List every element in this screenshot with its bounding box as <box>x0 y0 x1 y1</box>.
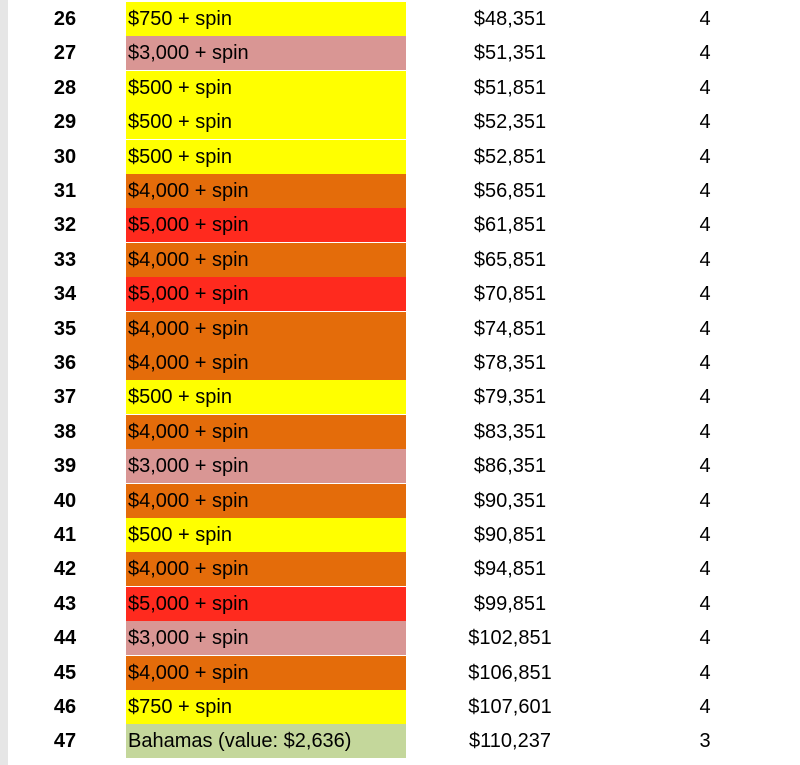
running-total-cell[interactable]: $52,851 <box>473 145 547 168</box>
count-cell[interactable]: 4 <box>699 489 711 512</box>
running-total-cell[interactable]: $61,851 <box>473 214 547 237</box>
row-number[interactable]: 46 <box>53 696 77 718</box>
prize-cell[interactable]: $4,000 + spin <box>126 312 406 346</box>
running-total-cell[interactable]: $107,601 <box>468 696 552 718</box>
table-row <box>0 2 800 36</box>
running-total-cell[interactable]: $94,851 <box>473 558 547 581</box>
prize-cell[interactable]: $500 + spin <box>126 380 406 414</box>
count-cell[interactable]: 4 <box>699 352 711 374</box>
running-total-cell[interactable]: $51,351 <box>473 42 547 65</box>
prize-cell[interactable]: $500 + spin <box>126 105 406 139</box>
count-cell[interactable]: 4 <box>699 558 711 581</box>
count-cell[interactable]: 4 <box>699 111 711 134</box>
prize-cell[interactable]: $4,000 + spin <box>126 552 406 586</box>
prize-cell[interactable]: $3,000 + spin <box>126 621 406 655</box>
running-total-cell[interactable]: $51,851 <box>473 76 547 99</box>
prize-cell[interactable]: $5,000 + spin <box>126 587 406 621</box>
row-number[interactable]: 30 <box>53 145 77 168</box>
running-total-cell[interactable]: $90,851 <box>473 524 547 546</box>
running-total-cell[interactable]: $78,351 <box>473 352 547 374</box>
running-total-cell[interactable]: $90,351 <box>473 489 547 512</box>
table-row <box>0 724 800 758</box>
table-row <box>0 346 800 380</box>
row-number[interactable]: 36 <box>53 352 77 374</box>
count-cell[interactable]: 4 <box>699 592 711 615</box>
table-row <box>0 105 800 139</box>
count-cell[interactable]: 4 <box>699 420 711 443</box>
row-number[interactable]: 38 <box>53 420 77 443</box>
running-total-cell[interactable]: $74,851 <box>473 317 547 340</box>
running-total-cell[interactable]: $56,851 <box>473 180 547 202</box>
running-total-cell[interactable]: $99,851 <box>473 592 547 615</box>
count-cell[interactable]: 4 <box>699 248 711 271</box>
row-number[interactable]: 41 <box>53 524 77 546</box>
table-row <box>0 690 800 724</box>
prize-cell[interactable]: $750 + spin <box>126 2 406 36</box>
table-row <box>0 312 800 346</box>
prize-cell[interactable]: $3,000 + spin <box>126 36 406 70</box>
count-cell[interactable]: 4 <box>699 696 711 718</box>
running-total-cell[interactable]: $48,351 <box>473 8 547 30</box>
row-number[interactable]: 27 <box>53 42 77 65</box>
running-total-cell[interactable]: $83,351 <box>473 420 547 443</box>
running-total-cell[interactable]: $86,351 <box>473 455 547 478</box>
count-cell[interactable]: 4 <box>699 386 711 409</box>
count-cell[interactable]: 3 <box>699 730 711 753</box>
count-cell[interactable]: 4 <box>699 524 711 546</box>
row-number[interactable]: 44 <box>53 627 77 650</box>
table-row <box>0 208 800 242</box>
row-number[interactable]: 34 <box>53 283 77 306</box>
row-number[interactable]: 31 <box>53 180 77 202</box>
count-cell[interactable]: 4 <box>699 8 711 30</box>
running-total-cell[interactable]: $70,851 <box>473 283 547 306</box>
count-cell[interactable]: 4 <box>699 283 711 306</box>
count-cell[interactable]: 4 <box>699 214 711 237</box>
table-row <box>0 587 800 621</box>
prize-cell[interactable]: $500 + spin <box>126 71 406 105</box>
prize-cell[interactable]: $500 + spin <box>126 140 406 174</box>
running-total-cell[interactable]: $79,351 <box>473 386 547 409</box>
row-number[interactable]: 29 <box>53 111 77 134</box>
count-cell[interactable]: 4 <box>699 145 711 168</box>
row-number[interactable]: 45 <box>53 661 77 684</box>
table-row <box>0 243 800 277</box>
running-total-cell[interactable]: $106,851 <box>468 661 552 684</box>
count-cell[interactable]: 4 <box>699 627 711 650</box>
row-number[interactable]: 32 <box>53 214 77 237</box>
table-row <box>0 656 800 690</box>
prize-cell[interactable]: $4,000 + spin <box>126 415 406 449</box>
running-total-cell[interactable]: $52,351 <box>473 111 547 134</box>
row-number[interactable]: 35 <box>53 317 77 340</box>
prize-cell[interactable]: $5,000 + spin <box>126 208 406 242</box>
table-row <box>0 277 800 311</box>
table-row <box>0 449 800 483</box>
prize-cell[interactable]: $4,000 + spin <box>126 243 406 277</box>
table-row <box>0 174 800 208</box>
running-total-cell[interactable]: $65,851 <box>473 248 547 271</box>
table-row <box>0 380 800 414</box>
count-cell[interactable]: 4 <box>699 661 711 684</box>
row-number[interactable]: 43 <box>53 592 77 615</box>
table-row <box>0 621 800 655</box>
table-row <box>0 518 800 552</box>
running-total-cell[interactable]: $110,237 <box>469 730 551 753</box>
count-cell[interactable]: 4 <box>699 42 711 65</box>
row-number[interactable]: 42 <box>53 558 77 581</box>
table-row <box>0 140 800 174</box>
row-number[interactable]: 47 <box>53 730 77 753</box>
row-number[interactable]: 37 <box>53 386 77 409</box>
count-cell[interactable]: 4 <box>699 180 711 202</box>
prize-cell[interactable]: $5,000 + spin <box>126 277 406 311</box>
prize-cell[interactable]: $750 + spin <box>126 690 406 724</box>
prize-cell[interactable]: $500 + spin <box>126 518 406 552</box>
count-cell[interactable]: 4 <box>699 76 711 99</box>
table-row <box>0 36 800 70</box>
count-cell[interactable]: 4 <box>699 317 711 340</box>
row-number[interactable]: 39 <box>53 455 77 478</box>
prize-cell[interactable]: $3,000 + spin <box>126 449 406 483</box>
prize-cell[interactable]: $4,000 + spin <box>126 484 406 518</box>
prize-cell[interactable]: $4,000 + spin <box>126 346 406 380</box>
row-number[interactable]: 28 <box>53 76 77 99</box>
prize-cell[interactable]: $4,000 + spin <box>126 174 406 208</box>
row-number[interactable]: 26 <box>53 8 77 30</box>
table-row <box>0 484 800 518</box>
row-number[interactable]: 40 <box>53 489 77 512</box>
row-number[interactable]: 33 <box>53 248 77 271</box>
prize-cell[interactable]: Bahamas (value: $2,636) <box>126 724 406 758</box>
table-row <box>0 415 800 449</box>
prize-cell[interactable]: $4,000 + spin <box>126 656 406 690</box>
running-total-cell[interactable]: $102,851 <box>468 627 552 650</box>
table-row <box>0 552 800 586</box>
count-cell[interactable]: 4 <box>699 455 711 478</box>
table-row <box>0 71 800 105</box>
